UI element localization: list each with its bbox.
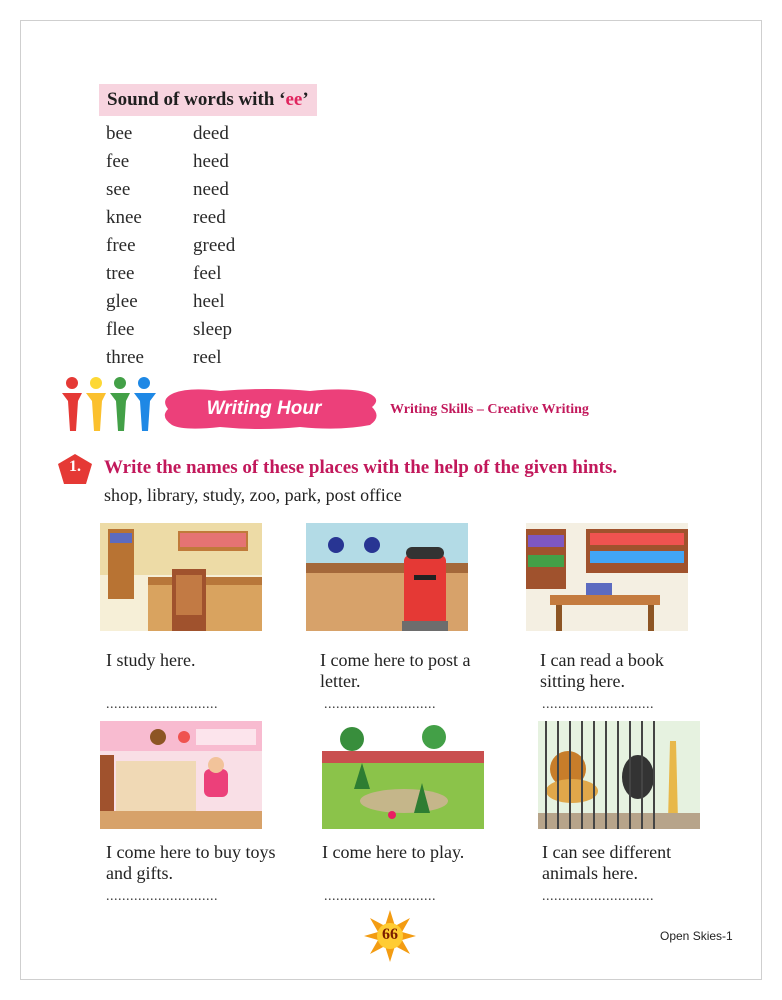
word: heel	[193, 291, 225, 312]
word: reed	[193, 207, 226, 228]
gift-shop-picture	[100, 721, 262, 829]
word: feel	[193, 263, 222, 284]
hint-words: shop, library, study, zoo, park, post office	[104, 485, 402, 505]
library-picture	[526, 523, 688, 631]
ee-word-list	[106, 121, 266, 373]
caption-6: I can see different animals here.	[542, 842, 672, 883]
answer-blank-1[interactable]: ............................	[106, 697, 218, 712]
word: tree	[106, 263, 135, 284]
word-row	[106, 177, 266, 205]
park-picture	[322, 721, 484, 829]
word: heed	[193, 151, 229, 172]
answer-blank-2[interactable]: ............................	[324, 697, 436, 712]
zoo-picture	[538, 721, 700, 829]
book-title: Open Skies-1	[660, 929, 733, 943]
writing-hour-label: Writing Hour	[206, 398, 322, 419]
word-row	[106, 149, 266, 177]
caption-5: I come here to play.	[322, 842, 465, 862]
heading-ee: ee	[285, 89, 303, 110]
caption-3: I can read a book sitting here.	[540, 650, 664, 691]
answer-blank-4[interactable]: ............................	[106, 889, 218, 904]
word: see	[106, 179, 131, 200]
caption-1: I study here.	[106, 650, 196, 670]
kids-logo-icon	[58, 375, 158, 433]
word-row	[106, 345, 266, 373]
answer-blank-3[interactable]: ............................	[542, 697, 654, 712]
word-row	[106, 261, 266, 289]
word: fee	[106, 151, 130, 172]
answer-blank-5[interactable]: ............................	[324, 889, 436, 904]
word: glee	[106, 291, 138, 312]
word: reel	[193, 347, 222, 368]
caption-2: I come here to post a letter.	[320, 650, 471, 691]
heading-prefix: Sound of words with ‘	[107, 89, 286, 110]
heading-suffix: ’	[302, 89, 309, 110]
word: knee	[106, 207, 142, 228]
word: flee	[106, 319, 135, 340]
word: bee	[106, 123, 133, 144]
word-row	[106, 205, 266, 233]
word: greed	[193, 235, 236, 256]
word: need	[193, 179, 229, 200]
caption-4: I come here to buy toys and gifts.	[106, 842, 276, 883]
word: three	[106, 347, 144, 368]
word-row	[106, 317, 266, 345]
post-office-picture	[306, 523, 468, 631]
question-number: 1.	[69, 458, 81, 475]
page-number: 66	[382, 926, 398, 943]
answer-blank-6[interactable]: ............................	[542, 889, 654, 904]
word-row	[106, 289, 266, 317]
word: deed	[193, 123, 229, 144]
word: free	[106, 235, 136, 256]
skills-subtitle: Writing Skills – Creative Writing	[390, 402, 589, 417]
question-instruction: Write the names of these places with the help of the given hints.	[104, 457, 618, 478]
word-row	[106, 233, 266, 261]
ee-section-heading	[99, 84, 317, 116]
word: sleep	[193, 319, 233, 340]
study-room-picture	[100, 523, 262, 631]
word-row	[106, 121, 266, 149]
